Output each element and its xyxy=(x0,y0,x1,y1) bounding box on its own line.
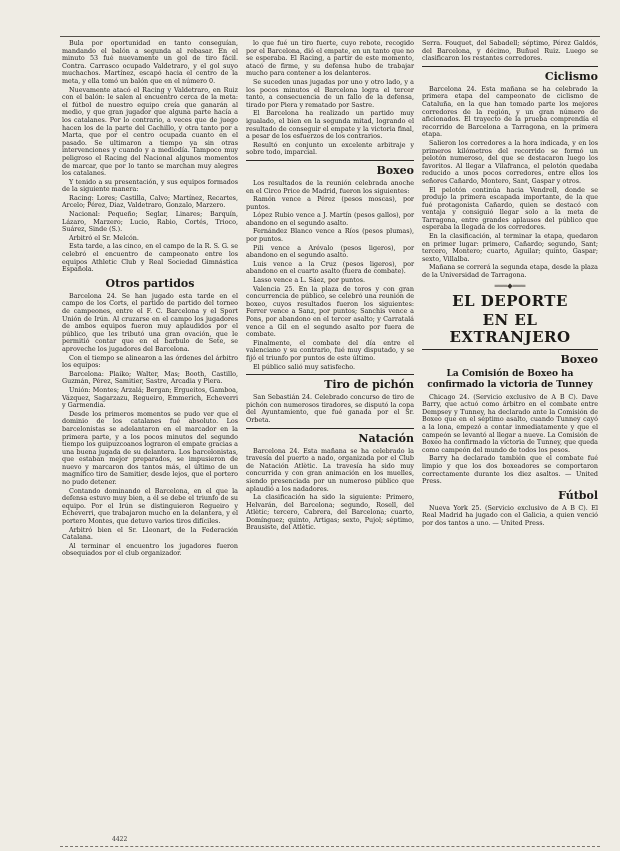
column-right xyxy=(422,40,598,529)
divider xyxy=(246,160,414,161)
paragraph: Desde los primeros momentos se pudo ver que el dominio de los catalanes fué absoluto. Los barcelonistas se adelantaron en el marcador en la primera parte, y a los pocos minutos del segundo tiempo los guipuzcoanos lograron el empate gracias a una buena jugada de su delantera. Los barcelonistas, que estaban mejor preparados, se impusieron de nuevo y marcaron dos tantos más, el último de un magnífico tiro de Samitier, desde lejos, que el portero no pudo detener. xyxy=(62,409,238,487)
paragraph: Y tenido a su presentación, y sus equipos formados de la siguiente manera: xyxy=(62,177,238,194)
paragraph: Serra. Fouquet, del Sabadell; séptimo, Pérez Galdós, del Barcelona, y décimo, Buñuel Ruiz. Luego se clasificaron los restantes corredores. xyxy=(422,39,598,63)
divider xyxy=(422,349,598,350)
paragraph: Esta tarde, a las cinco, en el campo de la R. S. G. se celebró el encuentro de campeonato entre los equipos Athletic Club y Real Sociedad Gimnástica Española. xyxy=(62,242,238,274)
paragraph: Fernández Blanco vence a Ríos (pesos plumas), por puntos. xyxy=(246,227,414,244)
paragraph: La clasificación ha sido la siguiente: Primero, Helvarán, del Barcelona; segundo, Rosell, del Atlètic; tercero, Cabrera, del Barcelona; cuarto, Domínguez; quinto, Artigas; sexto, Pujol; séptimo, Brausiste, del Atlètic. xyxy=(246,493,414,532)
article-tunney xyxy=(422,394,598,486)
paragraph: Resultó en conjunto un excelente arbitraje y sobre todo, imparcial. xyxy=(246,140,414,157)
paragraph: López Rubio vence a J. Martín (pesos gallos), por abandono en el segundo asalto. xyxy=(246,211,414,227)
article-otros-partidos xyxy=(62,293,238,558)
paragraph: Barcelona 24. Esta mañana se ha celebrado la travesía del puerto a nado, organizada por el Club de Natación Atlètic. La travesía ha sido muy concurrida y con gran animación en los muelles, siendo presenciada por un numeroso público que aplaudió a los nadadores. xyxy=(246,446,414,493)
article-racing xyxy=(62,40,238,242)
section-heading-natacion: Natación xyxy=(358,431,414,445)
paragraph: Luis vence a la Cruz (pesos ligeros), por abandono en el cuarto asalto (fuera de combate). xyxy=(246,259,414,276)
article-futbol-extranjero xyxy=(422,505,598,528)
paragraph: El público salió muy satisfecho. xyxy=(253,362,356,371)
section-heading-boxeo: Boxeo xyxy=(376,163,414,177)
paragraph: Lasso vence a L. Sáez, por puntos. xyxy=(253,276,366,285)
section-heading-ciclismo: Ciclismo xyxy=(544,69,598,83)
paragraph: Pili vence a Arévalo (pesos ligeros), por abandono en el segundo asalto. xyxy=(246,243,414,260)
section-heading-boxeo-extranjero: Boxeo xyxy=(560,352,598,366)
headline-deporte: EL DEPORTE xyxy=(452,291,568,310)
paragraph: Salieron los corredores a la hora indicada, y en los primeros kilómetros del recorrido se formó un pelotón numeroso, del que se destacaron luego los favoritos. Al llegar a Vilafranca, el pelotón quedaba reducido a unos pocos corredores, entre ellos los señores Cañardo, Montero, Sant, Gaspar y otros. xyxy=(422,138,598,185)
paragraph: Los resultados de la reunión celebrada anoche en el Circo Price de Madrid, fueron los siguientes: xyxy=(246,178,414,195)
paragraph: Mañana se correrá la segunda etapa, desde la plaza de la Universidad de Tarragona. xyxy=(422,263,598,280)
section-heading-otros-partidos: Otros partidos xyxy=(105,276,195,290)
paragraph: Unión: Montes; Arzalá; Bergan; Ergueitos, Gamboa, Vázquez, Sagarzazu, Regueiro, Emmerich, Echeverri y Garmendia. xyxy=(62,385,238,410)
paragraph: Barry ha declarado también que el combate fué limpio y que los dos boxeadores se comportaron correctamente durante los diez asaltos. — United Press. xyxy=(422,454,598,486)
paragraph: Barcelona 24. Se han jugado esta tarde en el campo de los Corts, el partido de partido del torneo de campeones, entre el F. C. Barcelona y el Sport Unión de Irún. Al cruzarse en el campo los jugadores de ambos equipos fueron muy aplaudidos por el público, que les tributó una gran ovación, que le permitió contar que en el barbulo de Sete, se aproveche los jugadores del Barcelona. xyxy=(62,291,238,353)
paragraph: Finalmente, el combate del día entre el valenciano y su contrario, fué muy disputado, y se fijó el triunfo por puntos de este último. xyxy=(246,338,414,362)
paragraph: Valencia 25. En la plaza de toros y con gran concurrencia de público, se celebró una reunión de boxeo, cuyos resultados fueron los siguientes: Ferrer vence a Sanz, por puntos; Sanchis vence a Pons, por abandono en el tercer asalto; y Carratalá vence a Gil en el segundo asalto por fuera de combate. xyxy=(246,284,414,339)
headline-extranjero: EN EL EXTRANJERO xyxy=(449,310,571,346)
article-tiro-pichon xyxy=(246,394,414,424)
paragraph: Nuevamente atacó el Racing y Valdetraro, en Ruiz con el balón: le salen al encuentro cerca de la meta: el fútbol de nuestro equipo creía que ganarán al medio, y que gran jugador que alguna parte hacía a los catalanes. Por lo contrario, a veces que de juego hacen los de la parte del Cachillo, y otra tanto por a Marta, que por el centro ocupada cuanto en el pasado. Se ultimaron a tiempo ya sin otras intervenciones y cuando y a mediodía. Tampoco muy peligroso el Racing del Nacional algunos momentos de marcar, que por lo tanto se marchan muy alegres los catalanes. xyxy=(62,85,238,178)
paragraph: El Barcelona ha realizado un partido muy igualado, el bien en la segunda mitad, logrando el resultado de conseguir el empate y la victoria final, a pesar de los esfuerzos de los contrarios. xyxy=(246,109,414,141)
paragraph: Ramón vence a Pérez (pesos moscas), por puntos. xyxy=(246,195,414,211)
paragraph: Racing: Lores; Castilla, Calvo; Martínez, Recartes, Arcelo; Pérez, Diaz, Valdetraro, Gonzalo, Marzero. xyxy=(62,193,238,210)
page-folio: 4422 xyxy=(112,836,128,843)
paragraph: lo que fué un tiro fuerte, cuyo rebote, recogido por el Barcelona, dió el empate, en un tanto que no se esperaba. El Racing, a partir de este momento, atacó de firme, y su defensa hubo de trabajar mucho para contener a los delanteros. xyxy=(246,39,414,78)
ornament-divider: ═══◆═══ xyxy=(494,281,526,290)
column-left xyxy=(62,40,238,559)
paragraph: Bula por oportunidad en tanto conseguían, mandando el balón a segunda al rebasar. En el minuto 53 fué nuevamente un gol de tiro fácil. Contra. Carrasco ocupado Valdetraro, y el gol suyo muchachos. Martínez, escapó hacia el centro de la meta, y ella tomó un balón que en el número 0. xyxy=(62,39,238,85)
paragraph: Con el tiempo se alinearon a las órdenes del árbitro los equipos: xyxy=(62,353,238,370)
paragraph: Barcelona 24. Esta mañana se ha celebrado la primera etapa del campeonato de ciclismo de Cataluña, en la que han tomado parte los mejores corredores de la región, y un gran número de aficionados. El trayecto de la prueba comprendía el recorrido de Barcelona a Tarragona, en la primera etapa. xyxy=(422,84,598,139)
section-heading-tiro: Tiro de pichón xyxy=(324,378,414,392)
bottom-rule xyxy=(60,846,600,847)
article-ciclismo xyxy=(422,86,598,280)
paragraph: Chicago 24. (Servicio exclusivo de A B C). Dave Barry, que actuó como árbitro en el combate entre Dempsey y Tunney, ha declarado ante la Comisión de Boxeo que en el séptimo asalto, cuando Tunney cayó a la lona, empezó a contar inmediatamente y que el campeón se levantó al llegar a nueve. La Comisión de Boxeo ha confirmado la victoria de Tunney, que queda como campeón del mundo de todos los pesos. xyxy=(422,392,598,454)
paragraph: San Sebastián 24. Celebrado concurso de tiro de pichón con numerosos tiradores, se disputó la copa del Ayuntamiento, que fué ganada por el Sr. Orbeta. xyxy=(246,393,414,424)
divider xyxy=(422,66,598,67)
paragraph: Arbitró el Sr. Melcón. xyxy=(69,233,139,242)
paragraph: Nacional: Pequeño; Seglar, Linares; Barquín, Lázaro, Marzero; Lucio, Rabio, Cortés, Trioco, Suárez, Sinde (S.). xyxy=(62,210,238,234)
article-athletic xyxy=(62,243,238,273)
paragraph: Se suceden unas jugadas por uno y otro lado, y a los pocos minutos el Barcelona logra el tercer tanto, a consecuencia de un fallo de la defensa, tirado por Piera y rematado por Sastre. xyxy=(246,77,414,109)
top-rule xyxy=(60,36,600,37)
article-continuation xyxy=(422,40,598,63)
divider xyxy=(246,428,414,429)
paragraph: Arbitró bien el Sr. Lleonart, de la Federación Catalana. xyxy=(62,525,238,542)
paragraph: Barcelona: Plaiko; Walter, Mas; Booth, Castillo, Guzmán, Pérez, Samitier, Sastre, Arcadia y Piera. xyxy=(62,369,238,386)
paragraph: Al terminar el encuentro los jugadores fueron obsequiados por el club organizador. xyxy=(62,541,238,558)
paragraph: Nueva York 25. (Servicio exclusivo de A B C). El Real Madrid ha jugado con el Galicia, a quien venció por dos tantos a uno. — United Press. xyxy=(422,503,598,527)
column-middle xyxy=(246,40,414,533)
article-natacion xyxy=(246,448,414,533)
paragraph: En la clasificación, al terminar la etapa, quedaron en primer lugar: primero, Cañardo; segundo, Sant; tercero, Montero; cuarto, Aguilar; quinto, Gaspar; sexto, Villalba. xyxy=(422,232,598,263)
divider xyxy=(246,374,414,375)
article-barcelona-match xyxy=(246,40,414,157)
subheadline-tunney: La Comisión de Boxeo ha confirmado la victoria de Tunney xyxy=(427,368,593,390)
article-boxeo-results xyxy=(246,180,414,371)
paragraph: Contando dominando el Barcelona, en el que la defensa estuvo muy bien, a él se debe el triunfo de su equipo. Por el Irún se distinguieron Regueiro y Echeverri, que trabajaron mucho en la delantera, y el portero Montes, que detuvo varios tiros difíciles. xyxy=(62,486,238,526)
paragraph: El pelotón continúa hacia Vendrell, donde se produjo la primera escapada importante, de la que fué protagonista Cañardo, quien se destacó con ventaja y consiguió llegar solo a la meta de Tarragona, entre grandes aplausos del público que esperaba la llegada de los corredores. xyxy=(422,185,598,232)
section-heading-futbol: Fútbol xyxy=(558,488,598,502)
